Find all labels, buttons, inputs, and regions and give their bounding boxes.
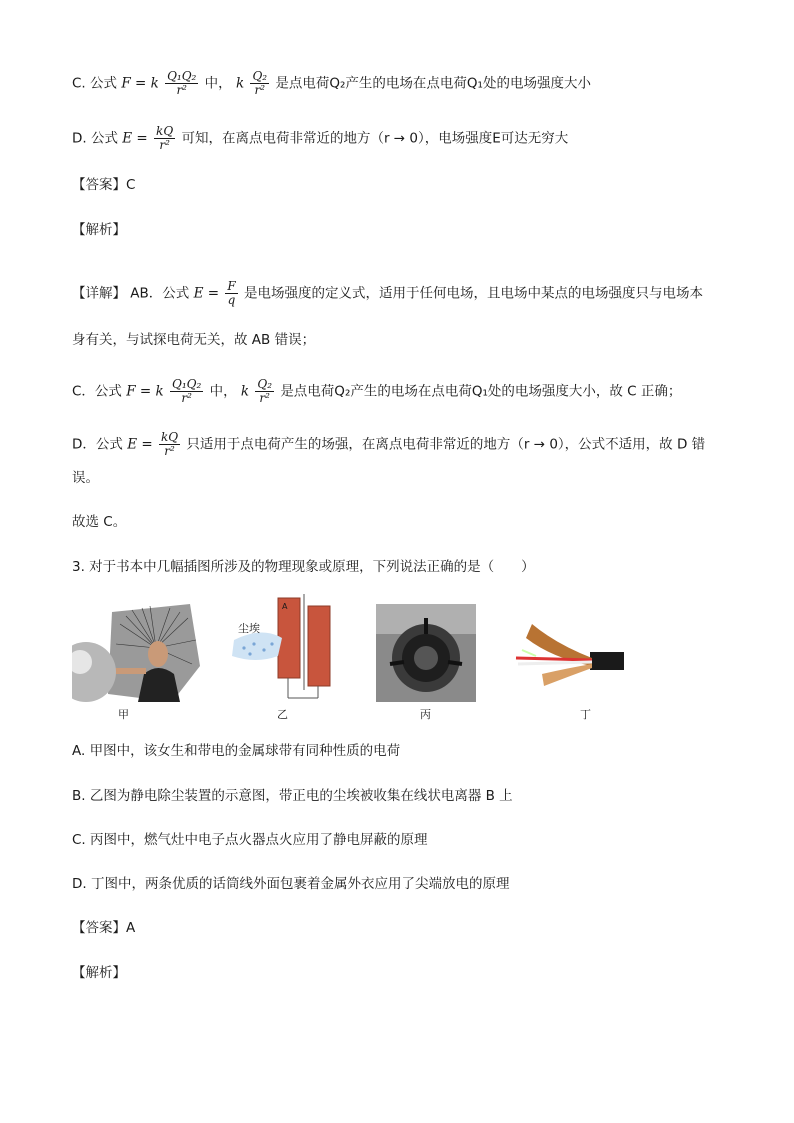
detail-line-d: D．公式 E = $\frac{kQ}{\text{r²}}$ 只适用于点电荷产生的场强，在离点电荷非常近的地方（r → 0），公式不适用，故 D 错 — [72, 430, 706, 458]
label-dust: 尘埃 — [238, 622, 260, 635]
question-3-figures — [72, 604, 632, 724]
detail-line-1: 【详解】 AB．公式 E = $\frac{F}{q}$ 是电场强度的定义式，适用于任何电场，且电场中某点的电场强度只与电场本 — [72, 279, 703, 307]
detail-line-c: C．公式 F = k $\frac{\text{Q₁Q₂}}{\text{r²}}$ 中， k $\frac{\text{Q₂}}{\text{r²}}$ 是点电荷Q₂产生的电场在点电荷Q₁处的电场强度大小，故 C 正确； — [72, 377, 682, 405]
question-3-option-a: A. 甲图中，该女生和带电的金属球带有同种性质的电荷 — [72, 743, 401, 759]
detail-line-d-2: 误。 — [72, 470, 99, 486]
figure-bing — [376, 604, 476, 702]
option-d-prefix: D. 公式 — [72, 130, 118, 147]
formula-f: F = k — [121, 75, 159, 92]
caption-bing: 丙 — [420, 708, 431, 721]
answer-1: 【答案】C — [72, 177, 136, 193]
fraction-f-q: $\frac{F}{q}$ — [227, 279, 236, 307]
answer-2: 【答案】A — [72, 920, 136, 936]
conclusion: 故选 C。 — [72, 514, 127, 530]
analysis-2: 【解析】 — [72, 965, 126, 981]
analysis-1: 【解析】 — [72, 222, 126, 238]
detail-line-2: 身有关，与试探电荷无关，故 AB 错误； — [72, 332, 316, 348]
question-3-option-d: D. 丁图中，两条优质的话筒线外面包裹着金属外衣应用了尖端放电的原理 — [72, 876, 510, 892]
fraction-kq-r2: $\frac{kQ}{\text{r²}}$ — [156, 124, 174, 152]
option-c-line: C. 公式 F = k $\frac{\text{Q₁Q₂}}{\text{r²}}$ 中， k $\frac{\text{Q₂}}{\text{r²}}$ 是点电荷Q₂产生的电场在点电荷Q₁处的电场强度大小 — [72, 69, 591, 97]
option-d-line: D. 公式 E = $\frac{kQ}{\text{r²}}$ 可知，在离点电荷非常近的地方（r → 0），电场强度E可达无穷大 — [72, 124, 569, 152]
question-3-option-b: B. 乙图为静电除尘装置的示意图，带正电的尘埃被收集在线状电离器 B 上 — [72, 788, 513, 804]
formula-e: E = — [122, 130, 148, 147]
option-c-prefix: C. 公式 — [72, 75, 118, 92]
figure-jia — [72, 604, 202, 702]
label-plate-a: A — [282, 602, 288, 611]
caption-yi: 乙 — [277, 708, 288, 721]
question-3-stem: 3. 对于书本中几幅插图所涉及的物理现象或原理，下列说法正确的是（ ） — [72, 559, 535, 575]
fraction-q1q2-r2: $\frac{\text{Q₁Q₂}}{\text{r²}}$ — [167, 69, 197, 97]
fraction-q2-r2: $\frac{\text{Q₂}}{\text{r²}}$ — [252, 69, 268, 97]
figure-ding — [512, 614, 628, 700]
question-3-option-c: C. 丙图中，燃气灶中电子点火器点火应用了静电屏蔽的原理 — [72, 832, 428, 848]
caption-jia: 甲 — [118, 708, 129, 721]
caption-ding: 丁 — [580, 708, 591, 721]
